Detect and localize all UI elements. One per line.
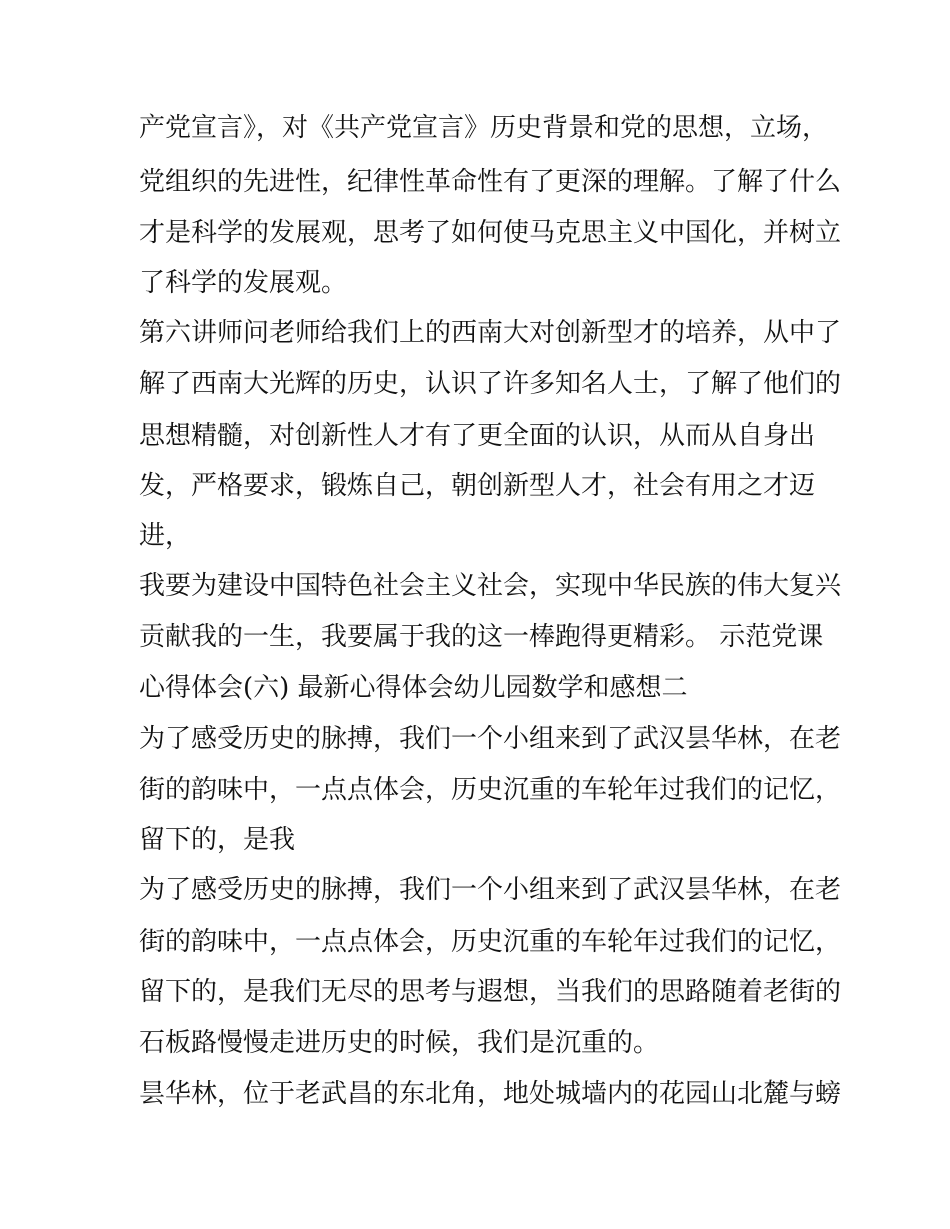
text-line: 解了西南大光辉的历史，认识了许多知名人士，了解了他们的 (139, 369, 842, 399)
text-line: 心得体会(六) 最新心得体会幼儿园数学和感想二 (139, 673, 688, 703)
text-line: 党组织的先进性，纪律性革命性有了更深的理解。了解了什么 (139, 167, 842, 197)
text-line: 街的韵味中，一点点体会，历史沉重的车轮年过我们的记忆， (139, 927, 842, 957)
text-line: 昙华林，位于老武昌的东北角，地处城墙内的花园山北麓与螃 (139, 1079, 842, 1109)
text-line: 为了感受历史的脉搏，我们一个小组来到了武汉昙华林，在老 (139, 875, 842, 905)
text-line: 才是科学的发展观，思考了如何使马克思主义中国化，并树立 (139, 218, 842, 248)
text-line: 石板路慢慢走进历史的时候，我们是沉重的。 (139, 1028, 660, 1058)
text-line: 进， (139, 521, 192, 551)
text-line: 发，严格要求，锻炼自己，朝创新型人才，社会有用之才迈 (139, 471, 816, 501)
text-line: 思想精髓，对创新性人才有了更全面的认识，从而从自身出 (139, 421, 816, 451)
text-line: 留下的，是我们无尽的思考与遐想，当我们的思路随着老街的 (139, 977, 842, 1007)
text-line: 贡献我的一生，我要属于我的这一棒跑得更精彩。 示范党课 (139, 622, 824, 652)
text-line: 产党宣言》，对《共产党宣言》历史背景和党的思想，立场， (139, 113, 829, 143)
text-line: 第六讲师问老师给我们上的西南大对创新型才的培养，从中了 (139, 318, 842, 348)
text-line: 街的韵味中，一点点体会，历史沉重的车轮年过我们的记忆， (139, 775, 842, 805)
text-line: 为了感受历史的脉搏，我们一个小组来到了武汉昙华林，在老 (139, 724, 842, 754)
text-line: 我要为建设中国特色社会主义社会，实现中华民族的伟大复兴 (139, 571, 842, 601)
text-line: 留下的，是我 (139, 825, 296, 855)
text-line: 了科学的发展观。 (139, 268, 348, 298)
